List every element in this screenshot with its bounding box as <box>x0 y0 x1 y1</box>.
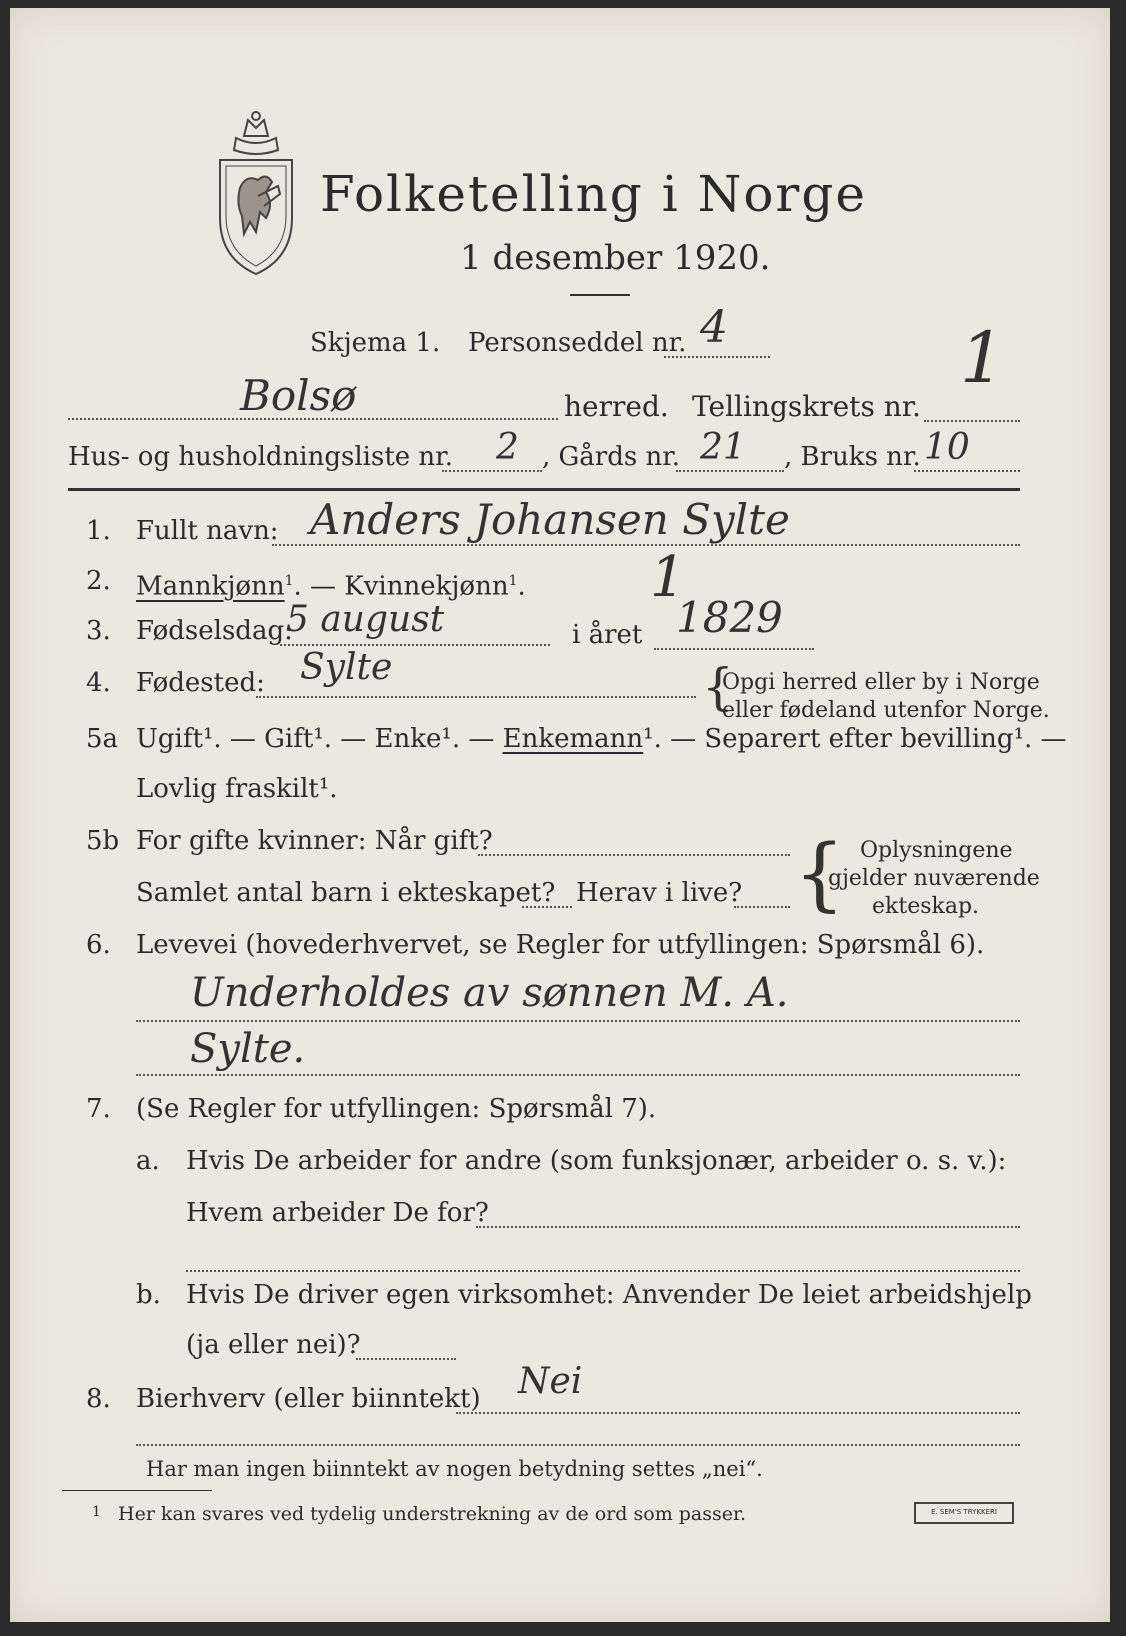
q5a-enkemann-option: Enkemann <box>502 724 644 754</box>
bruks-label: , Bruks nr. <box>784 442 921 472</box>
q7b-line1: Hvis De driver egen virksomhet: Anvender De leiet arbeidshjelp <box>186 1280 1032 1310</box>
q5b-line1-dots <box>478 854 790 856</box>
title-divider <box>570 294 630 296</box>
q2-footnote-mark: 1 <box>284 573 294 589</box>
q8-line2 <box>136 1444 1020 1446</box>
q5a-number: 5a <box>86 724 119 754</box>
q3-year-label: i året <box>572 620 643 650</box>
q6-value-line2: Sylte. <box>190 1026 306 1072</box>
herred-value: Bolsø <box>240 371 357 420</box>
q7a-line3-dots <box>186 1270 1020 1272</box>
q5b-line2b-dots <box>734 906 790 908</box>
header-rule <box>68 488 1020 491</box>
form-title: Folketelling i Norge <box>320 165 867 223</box>
q6-label: Levevei (hovederhvervet, se Regler for utfyllingen: Spørsmål 6). <box>136 930 985 960</box>
q1-value: Anders Johansen Sylte <box>310 495 790 544</box>
q5b-note-line1: Oplysningene <box>860 838 1013 863</box>
q5b-number: 5b <box>86 826 120 856</box>
hus-value: 2 <box>496 427 519 468</box>
q2-male-option: Mannkjønn <box>136 571 285 602</box>
gards-value: 21 <box>700 427 746 468</box>
gards-label: , Gårds nr. <box>542 442 681 472</box>
hus-label: Hus- og husholdningsliste nr. <box>68 442 454 472</box>
q6-value-line1: Underholdes av sønnen M. A. <box>190 970 789 1016</box>
q8-value: Nei <box>518 1361 583 1402</box>
tellingskrets-label: Tellingskrets nr. <box>692 390 921 423</box>
q8-number: 8. <box>86 1384 111 1414</box>
q1-line <box>272 544 1020 546</box>
q7a-line2-dots <box>476 1226 1020 1228</box>
q2-options <box>136 566 526 602</box>
q5b-note-line3: ekteskap. <box>872 894 980 919</box>
census-date: 1 desember 1920. <box>460 238 771 278</box>
footnote-rule <box>62 1490 212 1491</box>
q3-day-value: 5 august <box>286 599 445 640</box>
q7-label: (Se Regler for utfyllingen: Spørsmål 7). <box>136 1094 657 1124</box>
q7b-number: b. <box>136 1280 161 1310</box>
q7a-line1: Hvis De arbeider for andre (som funksjonær, arbeider o. s. v.): <box>186 1146 1007 1176</box>
q3-label: Fødselsdag: <box>136 616 293 646</box>
gards-line <box>676 470 784 472</box>
q8-label: Bierhverv (eller biinntekt) <box>136 1384 481 1414</box>
q2-handwritten-mark: 1 <box>650 545 686 610</box>
q4-note-line1: Opgi herred eller by i Norge <box>722 670 1040 695</box>
q1-number: 1. <box>86 516 111 546</box>
q6-number: 6. <box>86 930 111 960</box>
footnote-mark: 1 <box>92 1504 101 1520</box>
q7a-line2: Hvem arbeider De for? <box>186 1198 489 1228</box>
q5a-options-end: ¹. — Separert efter bevilling¹. — <box>643 724 1067 754</box>
q4-number: 4. <box>86 668 111 698</box>
q8-line <box>456 1412 1020 1414</box>
q7a-number: a. <box>136 1146 160 1176</box>
footnote-text: Her kan svares ved tydelig understrekning av de ord som passer. <box>118 1503 747 1525</box>
q1-label: Fullt navn: <box>136 516 279 546</box>
q7-number: 7. <box>86 1094 111 1124</box>
q5b-line2a: Samlet antal barn i ekteskapet? <box>136 878 556 908</box>
q3-number: 3. <box>86 616 111 646</box>
personseddel-value: 4 <box>700 302 728 353</box>
hus-line <box>442 470 542 472</box>
skjema-label: Skjema 1. <box>310 328 441 358</box>
q6-line1 <box>136 1020 1020 1022</box>
q3-year-value: 1829 <box>676 593 783 642</box>
q2-end: . <box>517 571 526 602</box>
bruks-value: 10 <box>924 427 970 468</box>
q5a-line2: Lovlig fraskilt¹. <box>136 774 338 804</box>
bruks-line <box>914 470 1020 472</box>
personseddel-line <box>664 356 770 358</box>
footer-note: Har man ingen biinntekt av nogen betydning settes „nei“. <box>146 1457 763 1481</box>
q2-number: 2. <box>86 566 111 596</box>
q5b-line2a-dots <box>522 906 572 908</box>
tellingskrets-value: 1 <box>960 317 1005 399</box>
q5a-options-start: Ugift¹. — Gift¹. — Enke¹. — <box>136 724 503 754</box>
q7b-line2-dots <box>356 1358 456 1360</box>
q3-year-line <box>654 648 814 650</box>
q4-value: Sylte <box>300 647 393 688</box>
q4-note-line2: eller fødeland utenfor Norge. <box>722 698 1050 723</box>
q4-label: Fødested: <box>136 668 265 698</box>
q3-day-line <box>280 644 550 646</box>
q4-brace: { <box>702 658 734 716</box>
printer-stamp-text: E. SEM'S TRYKKERI <box>931 1508 997 1516</box>
q2-footnote-mark-2: 1 <box>508 573 518 589</box>
q7b-line2: (ja eller nei)? <box>186 1330 361 1360</box>
q6-line2 <box>136 1074 1020 1076</box>
q5b-line1: For gifte kvinner: Når gift? <box>136 826 493 856</box>
q4-line <box>256 696 696 698</box>
q5b-brace: { <box>794 827 845 920</box>
coat-of-arms-icon <box>206 108 306 278</box>
tellingskrets-line <box>924 420 1020 422</box>
q2-separator: . — <box>293 571 345 602</box>
q5b-line2b: Herav i live? <box>576 878 743 908</box>
personseddel-label: Personseddel nr. <box>468 328 687 358</box>
q2-female-option: Kvinnekjønn <box>344 571 509 602</box>
census-form-page <box>10 8 1110 1622</box>
q5a-options <box>136 724 1067 754</box>
printer-stamp <box>914 1502 1014 1524</box>
q5b-note-line2: gjelder nuværende <box>828 866 1040 891</box>
herred-label: herred. <box>564 390 669 423</box>
